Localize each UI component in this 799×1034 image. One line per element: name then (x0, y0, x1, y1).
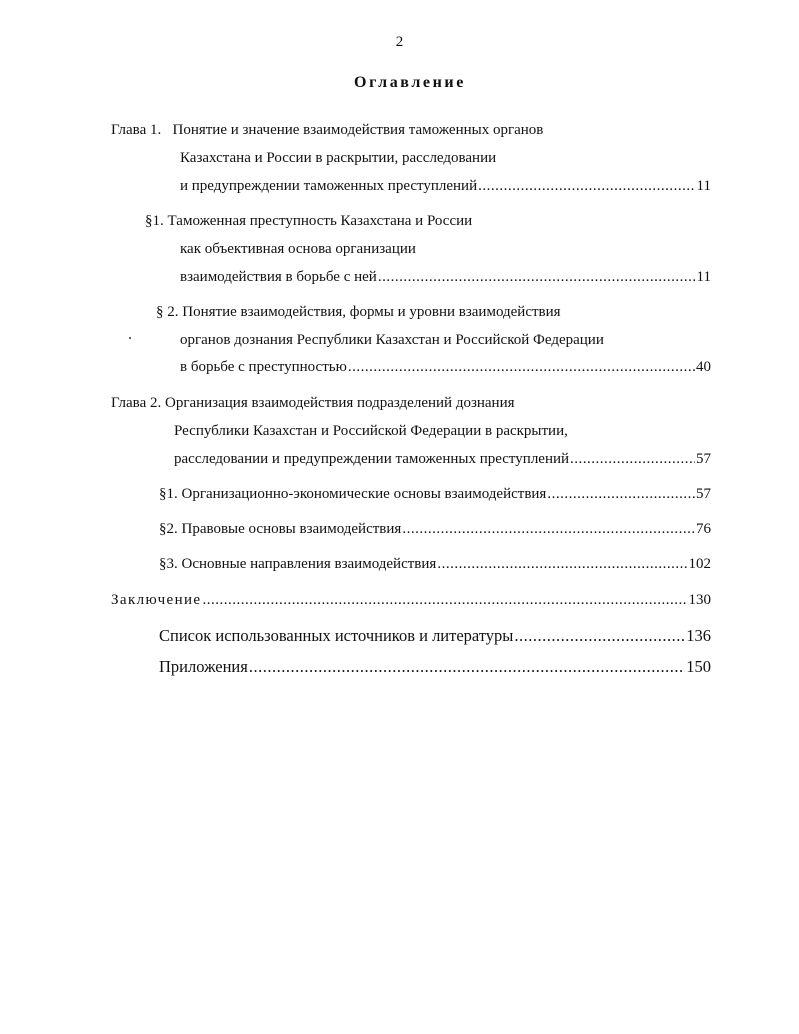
chapter-2-title-line-1: Организация взаимодействия подразделений дознания (164, 395, 515, 411)
leader-dots (547, 485, 695, 503)
conclusion-title: Заключение (111, 592, 202, 608)
section-2-1-title: Организационно-экономические основы взаимодействия (181, 486, 547, 502)
chapter-2-page: 57 (696, 451, 711, 467)
section-2-3-prefix: §3. (159, 556, 178, 572)
section-1-1-page: 11 (696, 269, 711, 285)
section-1-2-title-line-1: Понятие взаимодействия, формы и уровни взаимодействия (182, 304, 561, 320)
section-1-1-title-line-2: как объективная основа организации (180, 241, 416, 257)
chapter-1-title-line-1: Понятие и значение взаимодействия таможенных органов (172, 122, 544, 138)
leader-dots (203, 591, 688, 609)
toc-entry-section-2-3[interactable] (159, 555, 711, 573)
chapter-1-title-line-2: Казахстана и России в раскрытии, расследовании (180, 150, 497, 166)
leader-dots (437, 555, 687, 573)
chapter-2-prefix: Глава 2. (111, 395, 162, 411)
leader-dots (348, 358, 695, 376)
toc-entry-appendices[interactable] (159, 657, 711, 677)
section-2-2-title: Правовые основы взаимодействия (181, 521, 402, 537)
references-title: Список использованных источников и литературы (159, 626, 514, 645)
leader-dots (249, 657, 685, 677)
appendices-page: 150 (686, 657, 711, 676)
chapter-1-title-line-3: и предупреждении таможенных преступлений (180, 178, 478, 194)
section-2-3-page: 102 (688, 556, 711, 572)
section-2-2-page: 76 (696, 521, 711, 537)
section-2-1-page: 57 (696, 486, 711, 502)
chapter-2-title-line-3: расследовании и предупреждении таможенных преступлений (174, 451, 570, 467)
section-1-2-prefix: § 2. (156, 304, 179, 320)
leader-dots (378, 268, 696, 286)
chapter-1-prefix: Глава 1. (111, 122, 162, 138)
leader-dots (514, 626, 685, 646)
leader-dots (478, 177, 695, 195)
toc-entry-section-2-2[interactable] (159, 520, 711, 538)
toc-entry-section-2-1[interactable] (159, 485, 711, 503)
references-page: 136 (686, 626, 711, 645)
chapter-1-page: 11 (696, 178, 711, 194)
section-1-2-title-line-2: органов дознания Республики Казахстан и Российской Федерации (180, 332, 604, 348)
section-1-1-title-line-3: взаимодействия в борьбе с ней (180, 269, 377, 285)
section-2-3-title: Основные направления взаимодействия (181, 556, 437, 572)
section-1-1-prefix: §1. (145, 213, 164, 229)
section-1-1-title-line-1: Таможенная преступность Казахстана и России (167, 213, 473, 229)
leader-dots (402, 520, 695, 538)
toc-entry-conclusion[interactable] (111, 591, 711, 609)
section-2-2-prefix: §2. (159, 521, 178, 537)
section-1-2-title-line-3: в борьбе с преступностью (180, 359, 347, 375)
section-2-1-prefix: §1. (159, 486, 178, 502)
page-number: 2 (395, 34, 404, 50)
section-1-2-page: 40 (696, 359, 711, 375)
leader-dots (570, 450, 695, 468)
toc-title: Оглавление (354, 74, 466, 91)
conclusion-page: 130 (688, 592, 711, 608)
chapter-2-title-line-2: Республики Казахстан и Российской Федерации в раскрытии, (174, 423, 568, 439)
appendices-title: Приложения (159, 657, 248, 676)
scan-speck (129, 337, 131, 339)
toc-entry-references[interactable] (159, 626, 711, 646)
